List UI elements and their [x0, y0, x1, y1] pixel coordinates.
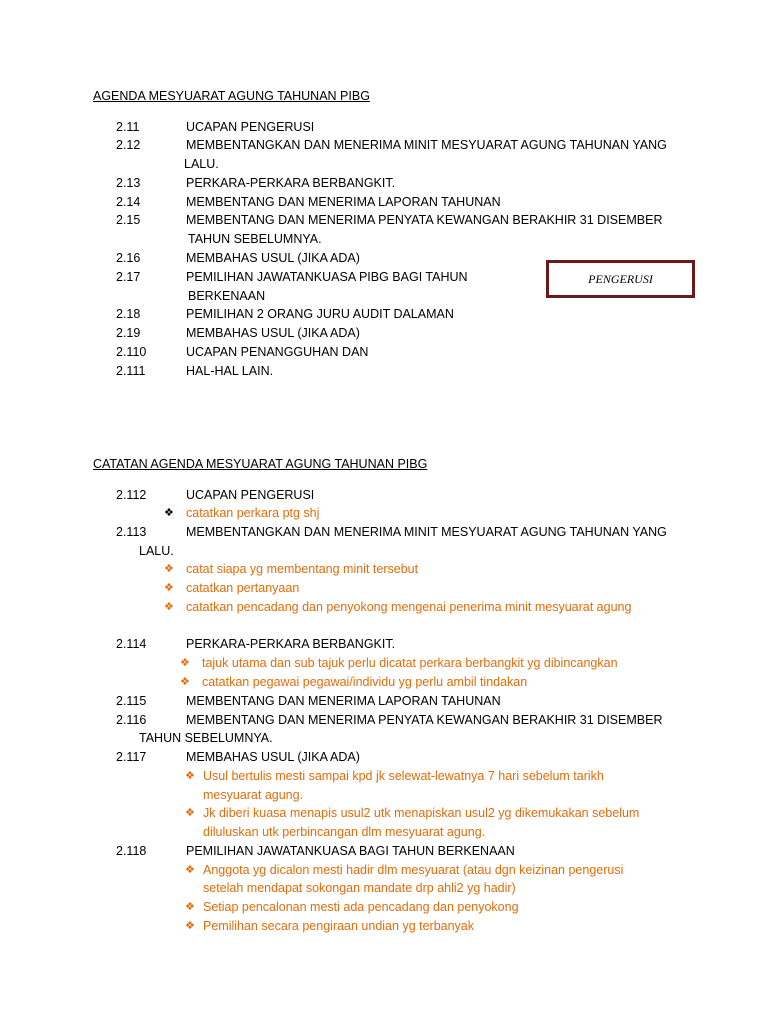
diamond-bullet-icon: ❖ — [164, 601, 174, 613]
catatan-text: PERKARA-PERKARA BERBANGKIT. — [186, 637, 396, 651]
catatan-note: Pemilihan secara pengiraan undian yg terbanyak — [203, 919, 475, 933]
catatan-text: MEMBENTANG DAN MENERIMA LAPORAN TAHUNAN — [186, 694, 501, 708]
agenda-text-cont: TAHUN SEBELUMNYA. — [188, 232, 322, 246]
catatan-note: Setiap pencalonan mesti ada pencadang dan penyokong — [203, 900, 519, 914]
diamond-bullet-icon: ❖ — [164, 582, 174, 594]
catatan-num: 2.117 — [116, 750, 147, 764]
catatan-text: MEMBENTANG DAN MENERIMA PENYATA KEWANGAN BERAKHIR 31 DISEMBER — [186, 713, 663, 727]
catatan-note: Anggota yg dicalon mesti hadir dlm mesyuarat (atau dgn keizinan pengerusi — [203, 863, 624, 877]
diamond-bullet-icon: ❖ — [185, 901, 195, 913]
diamond-bullet-icon: ❖ — [164, 563, 174, 575]
catatan-note-cont: diluluskan utk perbincangan dlm mesyuarat agung. — [203, 825, 486, 839]
diamond-bullet-icon: ❖ — [185, 920, 195, 932]
diamond-bullet-icon: ❖ — [180, 657, 190, 669]
catatan-num: 2.114 — [116, 637, 147, 651]
agenda-text: PERKARA-PERKARA BERBANGKIT. — [186, 176, 396, 190]
catatan-note: catatkan pertanyaan — [186, 581, 300, 595]
catatan-note: Jk diberi kuasa menapis usul2 utk menapiskan usul2 yg dikemukakan sebelum — [203, 806, 640, 820]
agenda-text: PEMILIHAN 2 ORANG JURU AUDIT DALAMAN — [186, 307, 454, 321]
catatan-text: PEMILIHAN JAWATANKUASA BAGI TAHUN BERKENAAN — [186, 844, 515, 858]
agenda-num: 2.111 — [116, 364, 146, 378]
catatan-text: MEMBENTANGKAN DAN MENERIMA MINIT MESYUARAT AGUNG TAHUNAN YANG — [186, 525, 667, 539]
agenda-num: 2.18 — [116, 307, 141, 321]
catatan-text-cont: LALU. — [139, 544, 174, 558]
diamond-bullet-icon: ❖ — [185, 807, 195, 819]
agenda-num: 2.17 — [116, 270, 141, 284]
agenda-text-cont: BERKENAAN — [188, 289, 266, 303]
catatan-num: 2.113 — [116, 525, 147, 539]
catatan-note: tajuk utama dan sub tajuk perlu dicatat perkara berbangkit yg dibincangkan — [202, 656, 618, 670]
catatan-text-cont: TAHUN SEBELUMNYA. — [139, 731, 273, 745]
catatan-note: catatkan pencadang dan penyokong mengenai penerima minit mesyuarat agung — [186, 600, 632, 614]
pengerusi-label: PENGERUSI — [588, 271, 653, 286]
agenda-num: 2.14 — [116, 195, 141, 209]
agenda-num: 2.19 — [116, 326, 141, 340]
catatan-note: catatkan perkara ptg shj — [186, 506, 320, 520]
agenda-text: MEMBENTANG DAN MENERIMA LAPORAN TAHUNAN — [186, 195, 501, 209]
agenda-num: 2.110 — [116, 345, 147, 359]
agenda-num: 2.12 — [116, 138, 141, 152]
agenda-text: UCAPAN PENGERUSI — [186, 120, 315, 134]
agenda-num: 2.11 — [116, 120, 140, 134]
agenda-text: MEMBENTANGKAN DAN MENERIMA MINIT MESYUARAT AGUNG TAHUNAN YANG — [186, 138, 667, 152]
catatan-note-cont: mesyuarat agung. — [203, 788, 304, 802]
catatan-title: CATATAN AGENDA MESYUARAT AGUNG TAHUNAN PIBG — [93, 457, 428, 471]
agenda-text: MEMBAHAS USUL (JIKA ADA) — [186, 251, 360, 265]
catatan-num: 2.116 — [116, 713, 147, 727]
catatan-note: catat siapa yg membentang minit tersebut — [186, 562, 419, 576]
agenda-text: MEMBENTANG DAN MENERIMA PENYATA KEWANGAN BERAKHIR 31 DISEMBER — [186, 213, 663, 227]
pengerusi-box — [546, 260, 695, 298]
diamond-bullet-icon: ❖ — [185, 770, 195, 782]
catatan-text: MEMBAHAS USUL (JIKA ADA) — [186, 750, 360, 764]
agenda-text: PEMILIHAN JAWATANKUASA PIBG BAGI TAHUN — [186, 270, 468, 284]
diamond-bullet-icon: ❖ — [164, 507, 174, 519]
agenda-text: UCAPAN PENANGGUHAN DAN — [186, 345, 369, 359]
agenda-num: 2.15 — [116, 213, 141, 227]
catatan-text: UCAPAN PENGERUSI — [186, 488, 315, 502]
catatan-num: 2.115 — [116, 694, 147, 708]
diamond-bullet-icon: ❖ — [185, 864, 195, 876]
agenda-text-cont: LALU. — [184, 157, 219, 171]
agenda-num: 2.13 — [116, 176, 141, 190]
catatan-note: Usul bertulis mesti sampai kpd jk selewat-lewatnya 7 hari sebelum tarikh — [203, 769, 604, 783]
catatan-num: 2.118 — [116, 844, 147, 858]
catatan-note-cont: setelah mendapat sokongan mandate drp ahli2 yg hadir) — [203, 881, 516, 895]
agenda-text: HAL-HAL LAIN. — [186, 364, 274, 378]
agenda-title: AGENDA MESYUARAT AGUNG TAHUNAN PIBG — [93, 89, 370, 103]
agenda-num: 2.16 — [116, 251, 141, 265]
diamond-bullet-icon: ❖ — [180, 676, 190, 688]
agenda-text: MEMBAHAS USUL (JIKA ADA) — [186, 326, 360, 340]
catatan-note: catatkan pegawai pegawai/individu yg perlu ambil tindakan — [202, 675, 528, 689]
catatan-num: 2.112 — [116, 488, 147, 502]
